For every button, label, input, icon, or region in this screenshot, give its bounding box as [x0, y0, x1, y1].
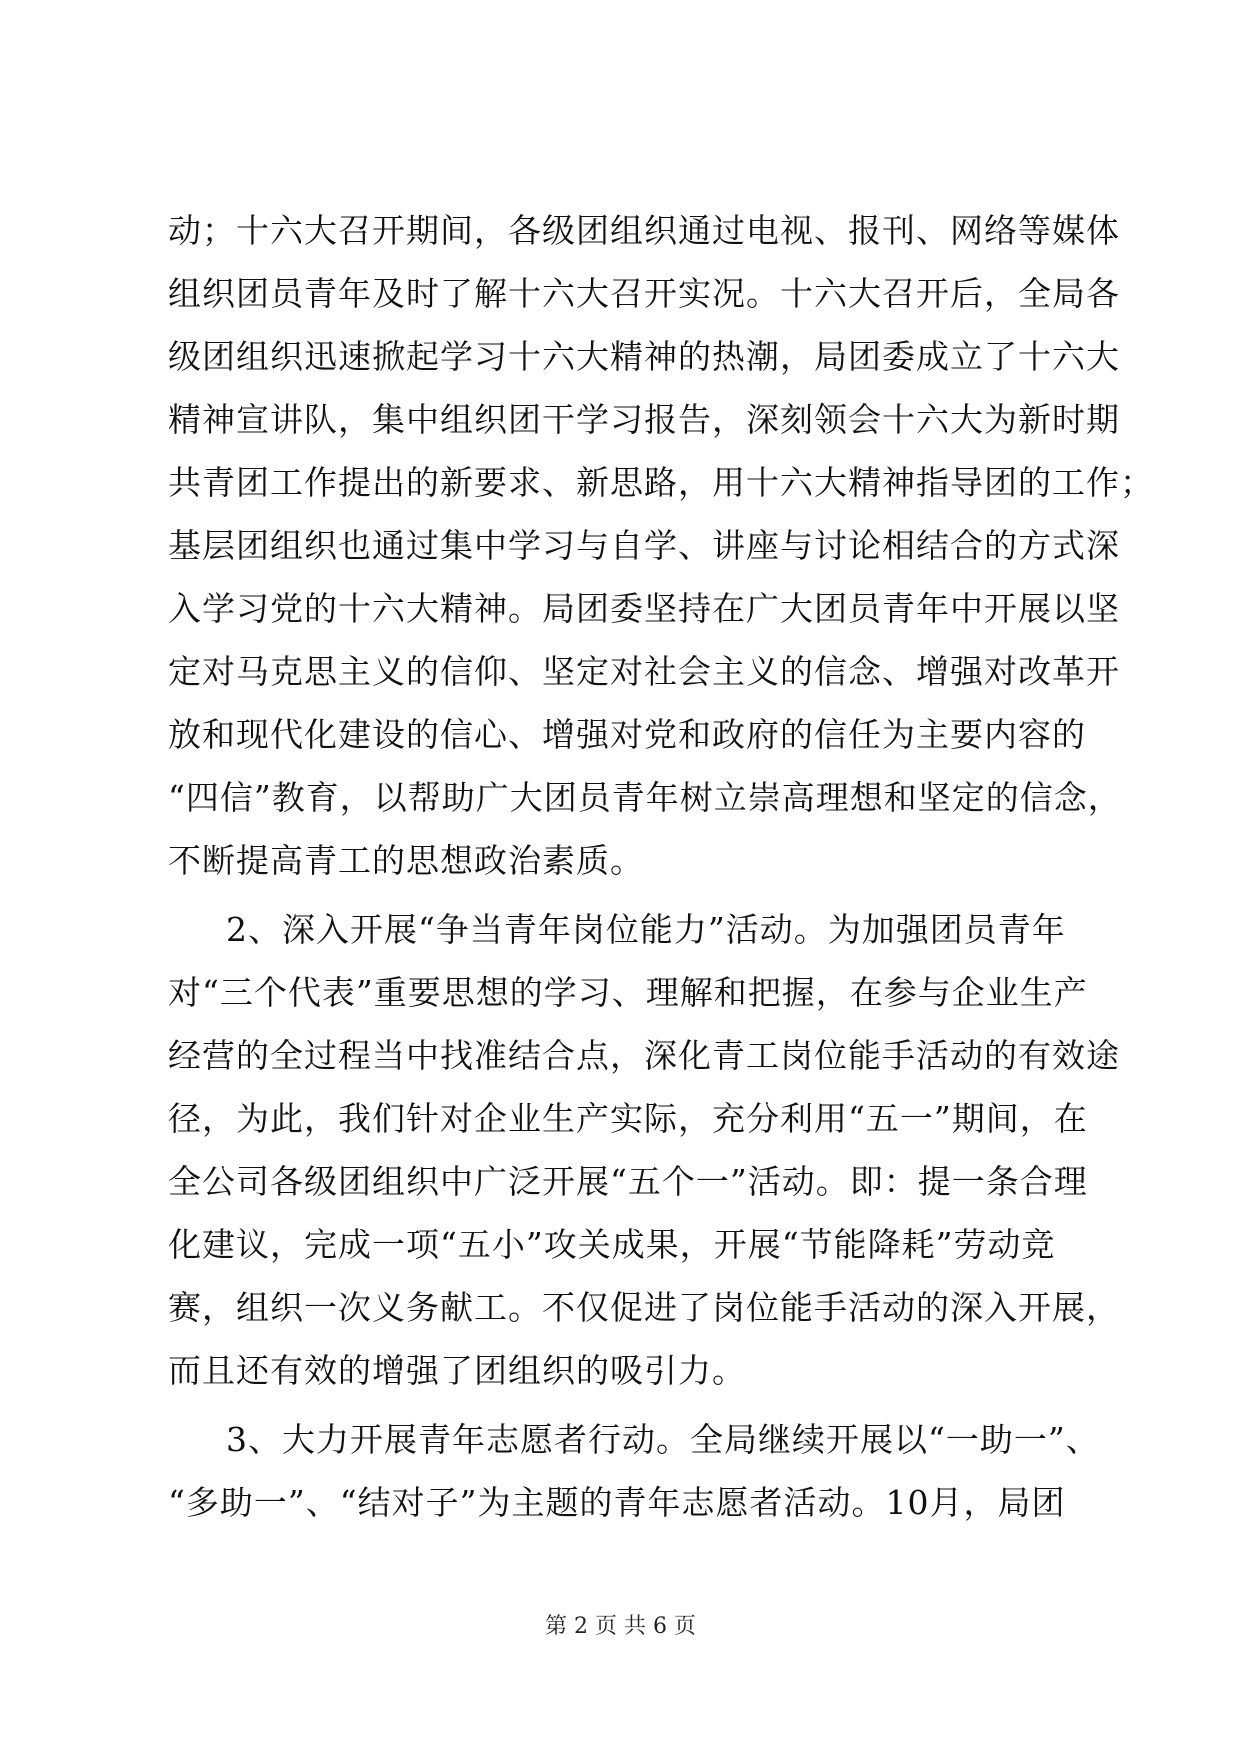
- paragraph-line: 组织团员青年及时了解十六大召开实况。十六大召开后，全局各: [168, 274, 1120, 313]
- page-number-footer: 第 2 页 共 6 页: [545, 1614, 696, 1639]
- paragraph-line: 经营的全过程当中找准结合点，深化青工岗位能手活动的有效途: [168, 1036, 1120, 1075]
- paragraph-line: 入学习党的十六大精神。局团委坚持在广大团员青年中开展以坚: [168, 589, 1120, 628]
- paragraph-line: 2、深入开展“争当青年岗位能力”活动。为加强团员青年: [226, 910, 1066, 949]
- paragraph-line: 赛，组织一次义务献工。不仅促进了岗位能手活动的深入开展，: [168, 1288, 1120, 1327]
- paragraph-line: 3、大力开展青年志愿者行动。全局继续开展以“一助一”、: [226, 1420, 1100, 1459]
- paragraph-line: 化建议，完成一项“五小”攻关成果，开展“节能降耗”劳动竞: [168, 1225, 1056, 1264]
- paragraph-line: 共青团工作提出的新要求、新思路，用十六大精神指导团的工作；: [168, 463, 1154, 502]
- paragraph-line: 动；十六大召开期间，各级团组织通过电视、报刊、网络等媒体: [168, 211, 1120, 250]
- paragraph-line: 而且还有效的增强了团组织的吸引力。: [168, 1351, 746, 1390]
- paragraph-line: 级团组织迅速掀起学习十六大精神的热潮，局团委成立了十六大: [168, 337, 1120, 376]
- paragraph-line: 径，为此，我们针对企业生产实际，充分利用“五一”期间，在: [168, 1099, 1088, 1138]
- paragraph-line: 精神宣讲队，集中组织团干学习报告，深刻领会十六大为新时期: [168, 400, 1120, 439]
- paragraph-line: 对“三个代表”重要思想的学习、理解和把握，在参与企业生产: [168, 973, 1088, 1012]
- paragraph-line: 放和现代化建设的信心、增强对党和政府的信任为主要内容的: [168, 715, 1086, 754]
- paragraph-line: “四信”教育，以帮助广大团员青年树立崇高理想和坚定的信念，: [168, 778, 1122, 817]
- paragraph-line: 全公司各级团组织中广泛开展“五个一”活动。即：提一条合理: [168, 1162, 1088, 1201]
- paragraph-line: “多助一”、“结对子”为主题的青年志愿者活动。10月，局团: [168, 1483, 1066, 1522]
- paragraph-line: 不断提高青工的思想政治素质。: [168, 841, 644, 880]
- paragraph-line: 定对马克思主义的信仰、坚定对社会主义的信念、增强对改革开: [168, 652, 1120, 691]
- paragraph-line: 基层团组织也通过集中学习与自学、讲座与讨论相结合的方式深: [168, 526, 1120, 565]
